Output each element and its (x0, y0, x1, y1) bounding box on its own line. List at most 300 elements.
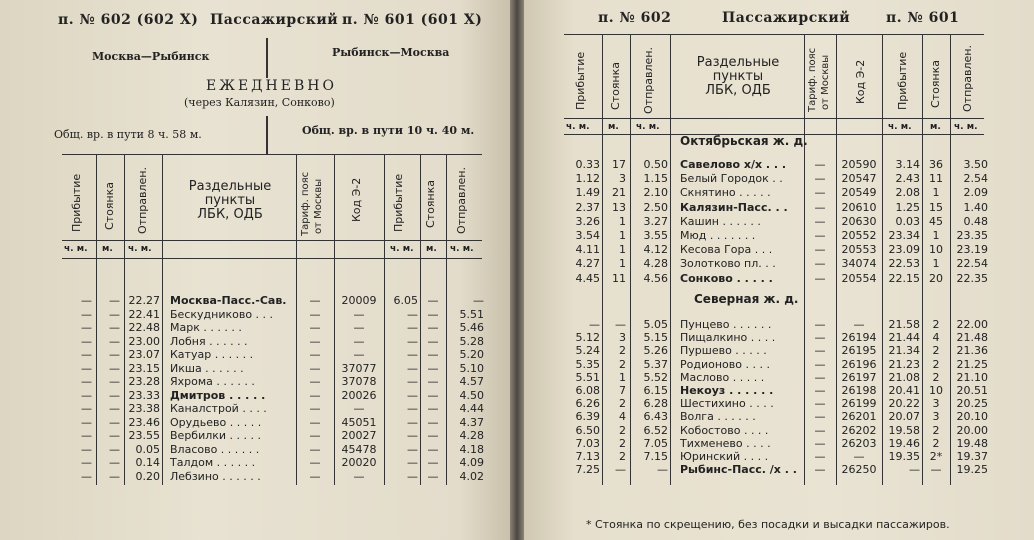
cell-rd: 5.51 (459, 307, 484, 321)
train-type: Пассажирский (210, 12, 339, 28)
cell-d: 23.38 (128, 402, 160, 415)
cell-d: 5.05 (643, 318, 668, 331)
cell-d: 5.15 (643, 331, 668, 345)
cell-d: 22.48 (128, 321, 160, 334)
cell-ra: — (407, 469, 418, 483)
cell-t: — (814, 384, 826, 397)
cell-s: 3 (619, 172, 626, 186)
cell-a: — (81, 361, 92, 375)
cell-rd: 20.10 (956, 410, 988, 424)
cell-name: Талдом . . . . . . (170, 456, 256, 469)
cell-name: Кесова Гора . . . (680, 243, 773, 257)
cell-a: — (81, 375, 92, 388)
cell-rs: 2 (932, 344, 940, 358)
cell-code: 20026 (341, 388, 377, 402)
cell-s: 1 (619, 229, 626, 242)
cell-ra: — (407, 375, 418, 388)
cell-rs: — (427, 388, 439, 402)
section-heading-october-railway: Октябрьская ж. д. (680, 134, 808, 148)
cell-d: 2.10 (643, 186, 668, 200)
cell-t: — (309, 348, 321, 361)
cell-name: Белый Городок . . (680, 172, 783, 186)
cell-d: 6.52 (643, 423, 668, 437)
cell-t: — (309, 388, 321, 402)
divider (266, 38, 268, 78)
cell-name: Москва-Пасс.-Сав. (170, 294, 287, 307)
table-row (524, 257, 1034, 271)
cell-rs: 10 (929, 243, 943, 257)
cell-rs: 1 (932, 186, 940, 200)
cell-d: 5.37 (643, 357, 668, 371)
cell-rs: — (427, 348, 439, 361)
cell-s: 3 (619, 331, 626, 345)
cell-s: 1 (619, 243, 626, 257)
cell-rs: 1 (932, 229, 940, 242)
cell-t: — (309, 469, 321, 483)
cell-ra: 20.22 (888, 397, 920, 411)
cell-code: 26194 (841, 331, 877, 345)
table-row (524, 331, 1034, 345)
cell-rd: 20.25 (956, 397, 988, 411)
cell-a: 7.13 (575, 450, 600, 463)
cell-s: 2 (619, 423, 626, 437)
cell-name: Юринский . . . . (680, 450, 769, 463)
cell-t: — (814, 318, 826, 331)
col-header-arrival: Прибытие (70, 173, 83, 232)
cell-t: — (814, 271, 826, 285)
cell-d: 7.05 (643, 436, 668, 450)
table-row (524, 344, 1034, 358)
cell-rd: 21.48 (956, 331, 988, 345)
col-header-points-line: ЛБК, ОДБ (705, 83, 771, 98)
table-unit-rule (62, 258, 482, 259)
cell-s: 2 (619, 450, 626, 463)
cell-t: — (814, 200, 826, 214)
cell-rs: — (427, 456, 439, 469)
cell-rs: 45 (929, 214, 943, 228)
book-gutter (510, 0, 524, 540)
total-time-return: Общ. вр. в пути 10 ч. 40 м. (302, 124, 475, 137)
cell-code: 20590 (841, 158, 877, 171)
cell-t: — (309, 307, 321, 321)
cell-a: 5.35 (575, 357, 600, 371)
cell-name: Марк . . . . . . (170, 321, 242, 334)
col-header-points-line: Раздельные (696, 55, 780, 70)
cell-rd: 1.40 (963, 200, 988, 214)
table-header-rule (62, 240, 482, 241)
cell-rs: — (427, 361, 439, 375)
cell-d: 6.43 (643, 410, 668, 424)
cell-a: — (81, 442, 92, 456)
cell-s: 1 (619, 257, 626, 271)
cell-s: — (109, 321, 120, 334)
cell-t: — (814, 450, 826, 463)
cell-t: — (814, 243, 826, 257)
cell-t: — (309, 429, 321, 442)
cell-ra: 3.14 (895, 158, 920, 171)
cell-rs: 3 (932, 397, 940, 411)
cell-rs: 2 (932, 318, 940, 331)
cell-ra: — (407, 361, 418, 375)
unit-label: ч. м. (64, 244, 88, 254)
table-row (0, 362, 510, 376)
cell-name: Мюд . . . . . . . (680, 229, 756, 242)
cell-rd: 4.09 (459, 456, 484, 469)
train-number-return: п. № 601 (601 Х) (342, 12, 483, 28)
unit-label: ч. м. (390, 244, 414, 254)
table-row (524, 437, 1034, 451)
cell-a: — (81, 321, 92, 334)
unit-label: ч. м. (450, 244, 474, 254)
cell-rd: 23.19 (956, 243, 988, 257)
cell-d: 4.12 (643, 243, 668, 257)
cell-a: — (589, 318, 600, 331)
cell-rd: 21.10 (956, 370, 988, 384)
cell-d: 23.33 (128, 388, 160, 402)
cell-rd: 4.37 (459, 415, 484, 429)
cell-name: Кобостово . . . . (680, 423, 769, 437)
cell-a: — (81, 456, 92, 469)
cell-rd: 4.28 (459, 429, 484, 442)
col-header-code: Код Э-2 (854, 59, 867, 104)
cell-code: 20630 (841, 214, 877, 228)
cell-rs: — (427, 321, 439, 334)
cell-name: Савелово х/х . . . (680, 158, 787, 171)
cell-d: 2.50 (643, 200, 668, 214)
cell-a: 6.26 (575, 397, 600, 411)
cell-a: 4.45 (575, 271, 600, 285)
cell-rs: — (427, 469, 439, 483)
cell-rs: 11 (929, 172, 943, 186)
cell-code: 26196 (841, 357, 877, 371)
cell-code: 26199 (841, 397, 877, 411)
cell-rs: 1 (932, 257, 940, 271)
col-header-points-line: пункты (204, 193, 256, 208)
col-header-depart: Отправлен. (136, 167, 149, 234)
cell-d: 23.46 (128, 415, 160, 429)
cell-rd: 4.18 (459, 442, 484, 456)
cell-name: Шестихино . . . . (680, 397, 774, 411)
cell-s: — (615, 463, 626, 477)
col-header-stop-return: Стоянка (929, 59, 942, 108)
cell-d: 3.27 (643, 214, 668, 228)
cell-name: Лебзино . . . . . . (170, 469, 261, 483)
cell-rd: 19.37 (956, 450, 988, 463)
cell-ra: 19.35 (888, 450, 920, 463)
cell-t: — (814, 463, 826, 477)
cell-rs: — (427, 307, 439, 321)
cell-name: Маслово . . . . . (680, 370, 765, 384)
col-header-tariff: Тариф. пояс (807, 47, 818, 112)
cell-s: 2 (619, 357, 626, 371)
cell-a: 6.50 (575, 423, 600, 437)
cell-s: 7 (619, 384, 626, 397)
cell-rs: — (427, 415, 439, 429)
cell-a: — (81, 294, 92, 307)
table-header-rule (564, 118, 984, 119)
table-row (524, 410, 1034, 424)
cell-rs: — (427, 334, 439, 348)
table-row (524, 229, 1034, 243)
cell-t: — (814, 331, 826, 345)
table-row (524, 463, 1034, 477)
table-row (524, 272, 1034, 286)
cell-ra: — (909, 463, 920, 477)
cell-d: 23.15 (128, 361, 160, 375)
cell-ra: — (407, 415, 418, 429)
cell-code: 26202 (841, 423, 877, 437)
cell-rs: — (427, 429, 439, 442)
cell-d: 0.05 (135, 442, 160, 456)
cell-s: — (109, 294, 120, 307)
divider (266, 116, 268, 154)
cell-name: Золотково пл. . . (680, 257, 776, 271)
train-number-outbound: п. № 602 (602 Х) (58, 12, 199, 28)
cell-name: Орудьево . . . . . (170, 415, 262, 429)
cell-a: 4.11 (575, 243, 600, 257)
cell-rd: 3.50 (963, 158, 988, 171)
col-header-arrival: Прибытие (574, 51, 587, 110)
cell-code: 26195 (841, 344, 877, 358)
col-header-depart: Отправлен. (642, 47, 655, 114)
cell-code: 20547 (841, 172, 877, 186)
cell-rd: 20.51 (956, 384, 988, 397)
cell-d: 22.27 (128, 294, 160, 307)
cell-rd: 4.02 (459, 469, 484, 483)
table-row (0, 443, 510, 457)
cell-rd: 22.54 (956, 257, 988, 271)
col-header-tariff-2: от Москвы (313, 178, 324, 234)
col-header-code: Код Э-2 (350, 177, 363, 222)
cell-a: — (81, 334, 92, 348)
cell-d: 23.00 (128, 334, 160, 348)
cell-d: 3.55 (643, 229, 668, 242)
cell-name: Кашин . . . . . . (680, 214, 761, 228)
cell-ra: — (407, 402, 418, 415)
cell-t: — (309, 334, 321, 348)
cell-ra: 22.15 (888, 271, 920, 285)
cell-ra: — (407, 442, 418, 456)
unit-label: ч. м. (636, 122, 660, 132)
table-row (524, 215, 1034, 229)
cell-name: Сонково . . . . . (680, 271, 773, 285)
cell-rs: 2 (932, 357, 940, 371)
left-page (0, 0, 510, 540)
table-row (0, 348, 510, 362)
route-return: Рыбинск—Москва (332, 46, 450, 59)
cell-t: — (814, 229, 826, 242)
cell-d: 23.55 (128, 429, 160, 442)
col-header-arrival-return: Прибытие (896, 51, 909, 110)
cell-ra: 0.03 (895, 214, 920, 228)
cell-a: — (81, 415, 92, 429)
cell-name: Некоуз . . . . . . (680, 384, 774, 397)
unit-label: м. (426, 244, 437, 254)
cell-d: 5.52 (643, 370, 668, 384)
cell-rd: 5.28 (459, 334, 484, 348)
cell-ra: 19.46 (888, 436, 920, 450)
cell-rs: — (427, 294, 439, 307)
cell-t: — (309, 402, 321, 415)
cell-d: 22.41 (128, 307, 160, 321)
cell-name: Лобня . . . . . . (170, 334, 248, 348)
cell-a: 2.37 (575, 200, 600, 214)
cell-t: — (309, 361, 321, 375)
cell-t: — (814, 370, 826, 384)
unit-label: ч. м. (566, 122, 590, 132)
cell-s: — (109, 388, 120, 402)
cell-code: 26203 (841, 436, 877, 450)
cell-s: — (109, 348, 120, 361)
table-row (0, 375, 510, 389)
cell-ra: 23.09 (888, 243, 920, 257)
cell-a: — (81, 402, 92, 415)
unit-label: м. (930, 122, 941, 132)
total-time-outbound: Общ. вр. в пути 8 ч. 58 м. (54, 128, 202, 141)
cell-s: 13 (612, 200, 626, 214)
cell-ra: — (407, 334, 418, 348)
cell-ra: 21.08 (888, 370, 920, 384)
table-row (524, 158, 1034, 172)
cell-ra: 22.53 (888, 257, 920, 271)
cell-ra: — (407, 321, 418, 334)
cell-t: — (814, 214, 826, 228)
cell-rs: — (930, 463, 942, 477)
cell-rs: — (427, 375, 439, 388)
table-row (524, 450, 1034, 464)
cell-s: 2 (619, 436, 626, 450)
table-row (524, 424, 1034, 438)
cell-s: — (109, 375, 120, 388)
table-row (524, 318, 1034, 332)
cell-code: 20554 (841, 271, 877, 285)
cell-d: 0.50 (643, 158, 668, 171)
cell-ra: 6.05 (393, 294, 418, 307)
cell-t: — (814, 172, 826, 186)
cell-t: — (309, 456, 321, 469)
table-row (0, 294, 510, 308)
table-row (0, 389, 510, 403)
cell-rd: 21.25 (956, 357, 988, 371)
table-row (0, 429, 510, 443)
table-row (0, 335, 510, 349)
unit-label: ч. м. (954, 122, 978, 132)
cell-d: 6.15 (643, 384, 668, 397)
col-header-tariff: Тариф. пояс (300, 171, 311, 236)
cell-rs: 2 (932, 423, 940, 437)
col-header-points (678, 56, 798, 98)
cell-rd: 0.48 (963, 214, 988, 228)
cell-s: — (109, 307, 120, 321)
cell-s: — (615, 318, 626, 331)
cell-s: 1 (619, 214, 626, 228)
table-row (524, 371, 1034, 385)
cell-a: 6.08 (575, 384, 600, 397)
cell-a: 5.12 (575, 331, 600, 345)
train-type: Пассажирский (722, 10, 851, 26)
cell-name: Власово . . . . . . (170, 442, 260, 456)
table-row (524, 172, 1034, 186)
train-number-return: п. № 601 (886, 10, 960, 26)
cell-rs: 2 (932, 370, 940, 384)
cell-d: 6.28 (643, 397, 668, 411)
cell-ra: 19.58 (888, 423, 920, 437)
table-row (0, 416, 510, 430)
col-header-depart-return: Отправлен. (961, 45, 974, 112)
cell-code: — (853, 450, 865, 463)
cell-s: 11 (612, 271, 626, 285)
table-top-rule (62, 154, 482, 155)
cell-rd: 2.54 (963, 172, 988, 186)
cell-name: Пищалкино . . . . (680, 331, 776, 345)
cell-code: 45478 (341, 442, 377, 456)
cell-ra: — (407, 388, 418, 402)
cell-a: 5.24 (575, 344, 600, 358)
footnote: * Стоянка по скрещению, без посадки и высадки пассажиров. (586, 518, 950, 531)
cell-t: — (309, 294, 321, 307)
cell-rd: 22.00 (956, 318, 988, 331)
cell-rs: 20 (929, 271, 943, 285)
cell-rd: 4.50 (459, 388, 484, 402)
table-top-rule (564, 34, 984, 35)
cell-d: 4.28 (643, 257, 668, 271)
cell-ra: 2.08 (895, 186, 920, 200)
cell-code: — (353, 321, 365, 334)
cell-code: 26201 (841, 410, 877, 424)
col-header-stop-return: Стоянка (424, 179, 437, 228)
cell-t: — (309, 442, 321, 456)
cell-d: 23.28 (128, 375, 160, 388)
cell-t: — (814, 344, 826, 358)
cell-name: Скнятино . . . . . (680, 186, 771, 200)
cell-a: 7.03 (575, 436, 600, 450)
cell-t: — (309, 321, 321, 334)
cell-rs: 2* (929, 450, 943, 463)
cell-rd: 23.35 (956, 229, 988, 242)
cell-rd: 19.48 (956, 436, 988, 450)
cell-ra: 23.34 (888, 229, 920, 242)
table-row (524, 384, 1034, 398)
cell-name: Икша . . . . . . (170, 361, 244, 375)
cell-ra: 21.58 (888, 318, 920, 331)
right-page (524, 0, 1034, 540)
cell-a: 6.39 (575, 410, 600, 424)
col-header-points-line: ЛБК, ОДБ (197, 207, 263, 222)
cell-ra: 21.34 (888, 344, 920, 358)
via-label: (через Калязин, Сонково) (184, 96, 335, 109)
table-row (0, 321, 510, 335)
cell-rd: 2.09 (963, 186, 988, 200)
cell-code: 26198 (841, 384, 877, 397)
cell-name: Тихменево . . . . (680, 436, 771, 450)
cell-a: 5.51 (575, 370, 600, 384)
cell-name: Пуршево . . . . . (680, 344, 767, 358)
table-row (0, 402, 510, 416)
cell-s: — (109, 456, 120, 469)
cell-ra: 21.44 (888, 331, 920, 345)
cell-a: 3.54 (575, 229, 600, 242)
cell-s: 2 (619, 344, 626, 358)
cell-s: — (109, 429, 120, 442)
col-header-stop: Стоянка (103, 181, 116, 230)
cell-ra: — (407, 456, 418, 469)
cell-s: 4 (619, 410, 626, 424)
cell-a: — (81, 469, 92, 483)
cell-name: Пунцево . . . . . . (680, 318, 772, 331)
cell-rs: — (427, 442, 439, 456)
unit-label: м. (102, 244, 113, 254)
cell-rd: 4.57 (459, 375, 484, 388)
